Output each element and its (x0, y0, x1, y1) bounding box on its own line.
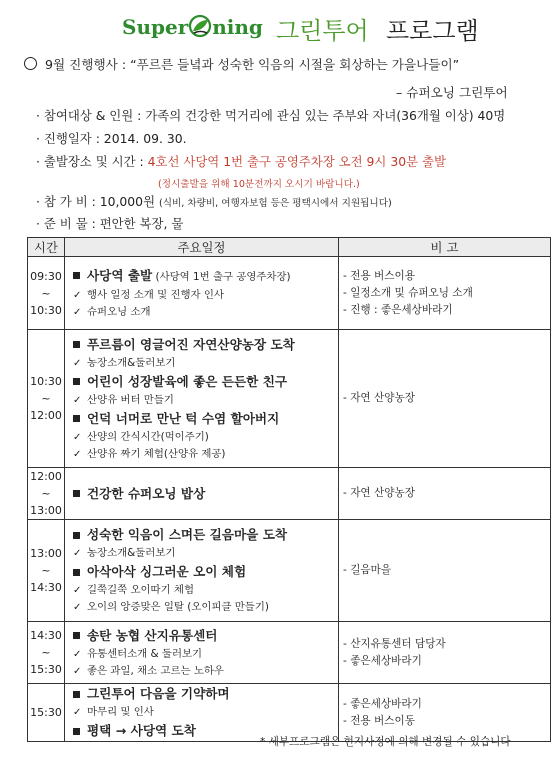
item-text: 농장소개&둘러보기 (87, 356, 176, 369)
time-text: ~ (41, 392, 51, 405)
schedule-heading (71, 409, 338, 429)
info-fee (36, 192, 392, 210)
item-text: 산양유 짜기 체험(산양유 제공) (87, 447, 226, 460)
item-text: 산양유 버터 만들기 (87, 393, 174, 406)
schedule-cell (65, 468, 339, 520)
notes-cell (339, 684, 551, 742)
check-icon: ✓ (73, 448, 82, 460)
schedule-item (71, 287, 338, 304)
place-label: · 출발장소 및 시간 : (36, 154, 148, 169)
time-text: 13:00 (30, 547, 62, 560)
header-time: 시간 (28, 238, 65, 257)
schedule-item (71, 599, 338, 616)
info-place-note (158, 175, 360, 190)
check-icon: ✓ (73, 665, 82, 677)
heading-text: 언덕 너머로 만난 턱 수염 할아버지 (87, 410, 280, 426)
time-text: ~ (41, 286, 51, 300)
schedule-item (71, 704, 338, 721)
info-target: · 참여대상 & 인원 : 가족의 건강한 먹거리에 관심 있는 주부와 자녀(36개월 이상) 40명 (36, 108, 506, 123)
time-text: 12:00 (30, 470, 62, 483)
time-cell (28, 330, 65, 468)
item-text: 좋은 과일, 채소 고르는 노하우 (87, 664, 224, 677)
schedule-cell (65, 257, 339, 330)
note-text: - 자연 산양농장 (343, 487, 415, 499)
note-text: - 전용 버스이용 (343, 269, 415, 282)
heading-text: 어린이 성장발육에 좋은 든든한 친구 (87, 373, 288, 389)
notes-cell (339, 520, 551, 622)
note-text: - 전용 버스이동 (343, 714, 415, 727)
time-text: ~ (41, 564, 51, 577)
time-text: 14:30 (30, 581, 62, 594)
check-icon: ✓ (73, 602, 82, 613)
schedule-item (71, 392, 338, 409)
note-text: - 진행 : 좋은세상바라기 (343, 303, 453, 316)
check-icon: ✓ (73, 289, 82, 301)
notes-cell (339, 622, 551, 684)
table-row (28, 257, 551, 330)
table-row (28, 330, 551, 468)
header-notes: 비 고 (339, 238, 551, 257)
square-bullet-icon (73, 569, 80, 576)
event-line (24, 54, 459, 73)
note-text: - 좋은세상바라기 (343, 697, 422, 710)
item-text: 산양의 간식시간(먹이주기) (87, 430, 209, 443)
note-text: - 산지유통센터 담당자 (343, 637, 446, 650)
schedule-item (71, 582, 338, 599)
fee-note: (식비, 차량비, 여행자보험 등은 평택시에서 지원됩니다) (158, 198, 392, 209)
table-row (28, 468, 551, 520)
time-text: 12:00 (30, 409, 62, 422)
schedule-item (71, 663, 338, 680)
time-text: ~ (41, 487, 51, 500)
notes-cell (339, 330, 551, 468)
info-date: · 진행일자 : 2014. 09. 30. (36, 131, 187, 146)
item-text: 행사 일정 소개 및 진행자 인사 (87, 288, 224, 301)
square-bullet-icon (73, 341, 80, 348)
heading-subtext: (사당역 1번 출구 공영주차장) (152, 270, 291, 283)
notes-cell (339, 468, 551, 520)
schedule-item (71, 355, 338, 372)
schedule-heading (71, 684, 338, 704)
item-text: 오이의 앙증맞은 일탈 (오이피클 만들기) (87, 601, 269, 613)
square-bullet-icon (73, 378, 80, 385)
check-icon: ✓ (73, 548, 82, 559)
item-text: 슈퍼오닝 소개 (87, 305, 151, 318)
time-cell (28, 257, 65, 330)
brand-prefix: Super (122, 15, 189, 39)
square-bullet-icon (73, 728, 80, 735)
schedule-heading (71, 266, 338, 287)
square-bullet-icon (73, 272, 80, 279)
square-bullet-icon (73, 691, 80, 698)
time-text: 10:30 (30, 375, 62, 388)
heading-text: 성숙한 익음이 스며든 길음마을 도착 (87, 527, 288, 542)
note-text: - 자연 산양농장 (343, 392, 415, 404)
schedule-item (71, 446, 338, 463)
place-note: (정시출발을 위해 10분전까지 오시기 바랍니다.) (158, 179, 360, 190)
check-icon: ✓ (73, 394, 82, 406)
notes-cell (339, 257, 551, 330)
header (0, 6, 557, 46)
schedule-heading (71, 626, 338, 646)
check-icon: ✓ (73, 357, 82, 369)
schedule-item (71, 646, 338, 663)
schedule-cell (65, 684, 339, 742)
heading-text: 사당역 출발 (87, 267, 153, 283)
schedule-item (71, 304, 338, 321)
check-icon: ✓ (73, 306, 82, 318)
schedule-heading (71, 525, 338, 545)
item-text: 길쭉길쭉 오이따기 체험 (87, 584, 194, 596)
time-text: 15:30 (30, 663, 62, 676)
time-cell (28, 622, 65, 684)
heading-text: 건강한 슈퍼오닝 밥상 (87, 485, 206, 501)
time-cell (28, 468, 65, 520)
organizer: – 슈퍼오닝 그린투어 (396, 85, 508, 100)
square-bullet-icon (73, 415, 80, 422)
time-text: ~ (41, 646, 51, 659)
item-text: 마무리 및 인사 (87, 706, 154, 718)
heading-text: 그린투어 다음을 기약하며 (87, 686, 230, 701)
fee-label: · 참 가 비 : 10,000원 (36, 194, 159, 209)
time-text: 15:30 (30, 706, 62, 719)
event-text: 9월 진행행사 : “푸르른 들녘과 성숙한 익음의 시절을 회상하는 가을나들이” (45, 57, 460, 72)
info-place (36, 152, 446, 170)
schedule-heading (71, 484, 338, 504)
square-bullet-icon (73, 490, 80, 497)
table-row (28, 622, 551, 684)
time-text: 10:30 (30, 303, 62, 317)
footnote: * 세부프로그램은 현지사정에 의해 변경될 수 있습니다 (260, 736, 511, 748)
note-text: - 일정소개 및 슈퍼오닝 소개 (343, 286, 473, 299)
check-icon: ✓ (73, 648, 82, 660)
check-icon: ✓ (73, 707, 82, 718)
schedule-heading (71, 335, 338, 355)
schedule-cell (65, 330, 339, 468)
time-cell (28, 520, 65, 622)
schedule-item (71, 429, 338, 446)
item-text: 유통센터소개 & 둘러보기 (87, 647, 203, 660)
square-bullet-icon (73, 532, 80, 539)
note-text: - 길음마을 (343, 564, 392, 576)
time-text: 14:30 (30, 629, 62, 642)
heading-text: 푸르름이 영글어진 자연산양농장 도착 (87, 336, 295, 352)
note-text: - 좋은세상바라기 (343, 654, 422, 667)
header-schedule: 주요일정 (65, 238, 339, 257)
title-black: 프로그램 (386, 17, 479, 45)
info-prep: · 준 비 물 : 편안한 복장, 물 (36, 216, 184, 231)
title-green: 그린투어 (276, 17, 369, 45)
square-bullet-icon (73, 632, 80, 639)
schedule-table (27, 237, 551, 742)
heading-text: 송탄 농협 산지유통센터 (87, 627, 218, 643)
schedule-cell (65, 520, 339, 622)
heading-text: 아삭아삭 싱그러운 오이 체험 (87, 564, 247, 579)
schedule-item (71, 545, 338, 562)
schedule-heading (71, 562, 338, 582)
table-row (28, 684, 551, 742)
leaf-logo-icon (188, 14, 212, 38)
time-cell (28, 684, 65, 742)
time-text: 13:00 (30, 504, 62, 517)
schedule-cell (65, 622, 339, 684)
brand-logo (122, 14, 263, 39)
heading-text: 평택 → 사당역 도착 (87, 723, 196, 738)
check-icon: ✓ (73, 431, 82, 443)
time-text: 09:30 (30, 269, 62, 283)
place-value: 4호선 사당역 1번 출구 공영주차장 오전 9시 30분 출발 (147, 154, 446, 169)
check-icon: ✓ (73, 585, 82, 596)
item-text: 농장소개&둘러보기 (87, 547, 176, 559)
schedule-heading (71, 372, 338, 392)
table-row (28, 520, 551, 622)
brand-suffix: ning (212, 15, 263, 39)
circle-bullet-icon (24, 57, 37, 70)
